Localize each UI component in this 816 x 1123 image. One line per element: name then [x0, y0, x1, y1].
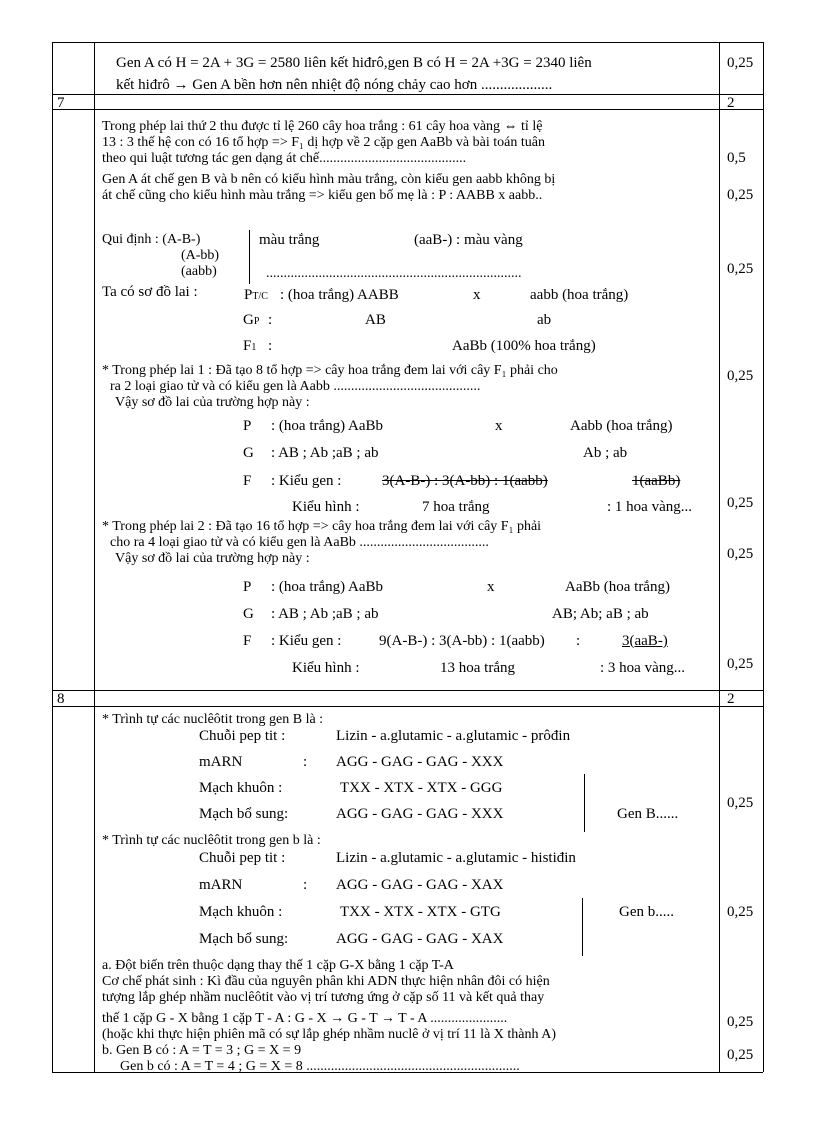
text-line: tượng lắp ghép nhầm nuclêôtit vào vị trí tương ứng ở cặp số 11 và kết quả thay	[102, 990, 545, 1005]
symbol-g-letter: G	[243, 312, 254, 328]
bracket	[582, 898, 583, 956]
genotype-ratio: 1(aaBb)	[632, 473, 681, 489]
rule-white: màu trắng	[259, 232, 320, 248]
text-line: Vậy sơ đồ lai của trường hợp này :	[115, 395, 310, 410]
gametes-left: : AB ; Ab ;aB ; ab	[271, 445, 379, 461]
cross-left: : (hoa trắng) AABB	[280, 287, 399, 303]
colon: :	[303, 877, 308, 893]
cross-right: Aabb (hoa trắng)	[570, 418, 673, 434]
genotype-label: : Kiểu gen :	[271, 633, 342, 649]
text-line: ra 2 loại giao tử và có kiểu gen là Aabb ..........................................	[110, 379, 481, 394]
gametes-right: Ab ; ab	[583, 445, 628, 461]
phenotype-value: 13 hoa trắng	[440, 660, 515, 676]
colon: :	[303, 754, 308, 770]
phenotype-label: Kiểu hình :	[292, 499, 360, 515]
seq-value: AGG - GAG - GAG - XAX	[336, 931, 504, 947]
cross-x: x	[473, 287, 481, 303]
seq-value: AGG - GAG - GAG - XAX	[336, 877, 504, 893]
text-line: Trong phép lai thứ 2 thu được tỉ lệ 260 cây hoa trắng : 61 cây hoa vàng ⇔ tỉ lệ	[102, 119, 543, 134]
symbol-p	[244, 287, 268, 305]
table-divider-number	[94, 42, 95, 1072]
row-rule	[52, 109, 763, 110]
gametes-left: : AB ; Ab ;aB ; ab	[271, 606, 379, 622]
seq-value: TXX - XTX - XTX - GTG	[340, 904, 501, 920]
text-line: b. Gen B có : A = T = 3 ; G = X = 9	[102, 1043, 302, 1058]
cross-x: x	[495, 418, 503, 434]
table-divider-score	[719, 42, 720, 1072]
symbol-p: P	[243, 579, 252, 595]
row-rule	[52, 690, 763, 691]
question-number: 7	[57, 95, 65, 111]
colon: :	[576, 633, 581, 649]
gene-tag: Gen B......	[617, 806, 679, 822]
score-cell: 0,25	[727, 656, 754, 672]
bracket	[584, 774, 585, 832]
seq-value: AGG - GAG - GAG - XXX	[336, 806, 504, 822]
gamete: AB	[365, 312, 386, 328]
score-cell: 0,25	[727, 55, 754, 71]
score-cell: 0,25	[727, 546, 754, 562]
symbol-f: F	[243, 633, 252, 649]
text-line: Gen A có H = 2A + 3G = 2580 liên kết hiđrô,gen B có H = 2A +3G = 2340 liên	[116, 55, 592, 71]
subscript: P	[253, 316, 260, 327]
cross-left: : (hoa trắng) AaBb	[271, 418, 384, 434]
table-border-right	[763, 42, 764, 1072]
seq-value: AGG - GAG - GAG - XXX	[336, 754, 504, 770]
seq-label: Mạch bổ sung:	[199, 806, 289, 822]
subscript: T/C	[252, 291, 268, 302]
question-number: 8	[57, 691, 65, 707]
phenotype-value: : 1 hoa vàng...	[607, 499, 692, 515]
rule-label: Qui định : (A-B-)	[102, 232, 201, 247]
dotted-leader: .........................................................................	[266, 266, 522, 281]
seq-value: TXX - XTX - XTX - GGG	[340, 780, 503, 796]
score-cell: 0,25	[727, 187, 754, 203]
text-line: Vậy sơ đồ lai của trường hợp này :	[115, 551, 310, 566]
score-cell: 0,25	[727, 1014, 754, 1030]
phenotype-value: 7 hoa trắng	[422, 499, 490, 515]
score-cell: 0,25	[727, 795, 754, 811]
text-line: cho ra 4 loại giao tử và có kiểu gen là AaBb .....................................	[110, 535, 489, 550]
gamete: ab	[537, 312, 552, 328]
seq-label: mARN	[199, 877, 243, 893]
score-cell: 0,25	[727, 261, 754, 277]
symbol-f: F	[243, 473, 252, 489]
score-cell: 0,25	[727, 368, 754, 384]
symbol-f1-letter: F	[243, 338, 252, 354]
genotype-ratio: 9(A-B-) : 3(A-bb) : 1(aabb)	[379, 633, 545, 649]
seq-label: Chuỗi pep tit :	[199, 850, 286, 866]
score-cell: 0,25	[727, 495, 754, 511]
seq-value: Lizin - a.glutamic - a.glutamic - histiđin	[336, 850, 576, 866]
symbol-f1	[243, 338, 256, 356]
seq-value: Lizin - a.glutamic - a.glutamic - prôđin	[336, 728, 571, 744]
cross-x: x	[487, 579, 495, 595]
colon: :	[268, 312, 273, 328]
table-border-left	[52, 42, 53, 1072]
seq-label: Mạch khuôn :	[199, 780, 283, 796]
text-line: * Trong phép lai 1 : Đã tạo 8 tổ hợp => cây hoa trắng đem lai với cây F₁ phải cho	[102, 363, 558, 378]
text-line: a. Đột biến trên thuộc dạng thay thế 1 cặp G-X bằng 1 cặp T-A	[102, 958, 454, 973]
table-top-rule	[52, 42, 763, 43]
text-line: Gen A át chế gen B và b nên có kiểu hình màu trắng, còn kiểu gen aabb không bị	[102, 172, 556, 187]
score-cell: 0,25	[727, 904, 754, 920]
subscript: 1	[251, 342, 257, 353]
phenotype-label: Kiểu hình :	[292, 660, 360, 676]
genotype-ratio: 3(A-B-) : 3(A-bb) : 1(aabb)	[382, 473, 548, 489]
symbol-p: P	[243, 418, 252, 434]
text-line: thế 1 cặp G - X bằng 1 cặp T - A : G - X → G - T → T - A ......................	[102, 1011, 508, 1026]
text-line: (hoặc khi thực hiện phiên mã có sự lắp ghép nhầm nuclê ở vị trí 11 là X thành A)	[102, 1027, 557, 1042]
text-line: kết hiđrô → Gen A bền hơn nên nhiệt độ nóng chảy cao hơn ...................	[116, 77, 553, 93]
rule-genotype: (A-bb)	[181, 248, 220, 263]
symbol-g: G	[243, 445, 254, 461]
text-line: Gen b có : A = T = 4 ; G = X = 8 .............................................................	[120, 1059, 520, 1074]
text-line: * Trình tự các nuclêôtit trong gen B là :	[102, 712, 324, 727]
gametes-right: AB; Ab; aB ; ab	[552, 606, 649, 622]
seq-label: Mạch khuôn :	[199, 904, 283, 920]
bracket	[249, 230, 250, 284]
genotype-label: : Kiểu gen :	[271, 473, 342, 489]
text-line: * Trình tự các nuclêôtit trong gen b là :	[102, 833, 321, 848]
text-line: * Trong phép lai 2 : Đã tạo 16 tổ hợp => cây hoa trắng đem lai với cây F₁ phải	[102, 519, 542, 534]
question-total: 2	[727, 691, 735, 707]
cross-right: AaBb (hoa trắng)	[565, 579, 670, 595]
text-line: theo qui luật tương tác gen dạng át chế..........................................	[102, 151, 467, 166]
rule-yellow: (aaB-) : màu vàng	[414, 232, 523, 248]
seq-label: mARN	[199, 754, 243, 770]
question-total: 2	[727, 95, 735, 111]
text-line: át chế cũng cho kiểu hình màu trắng => kiểu gen bố mẹ là : P : AABB x aabb..	[102, 188, 543, 203]
symbol-g: G	[243, 606, 254, 622]
genotype-ratio: 3(aaB-)	[622, 633, 668, 649]
symbol-p-letter: P	[244, 287, 253, 303]
row-rule	[52, 706, 763, 707]
rule-genotype: (aabb)	[181, 264, 217, 279]
text-line: 13 : 3 thế hệ con có 16 tổ hợp => F₁ dị hợp về 2 cặp gen AaBb và bài toán tuân	[102, 135, 545, 150]
cross-right: aabb (hoa trắng)	[530, 287, 629, 303]
score-cell: 0,25	[727, 1047, 754, 1063]
row-rule	[52, 94, 763, 95]
scheme-label: Ta có sơ đồ lai :	[102, 284, 198, 300]
f1-value: AaBb (100% hoa trắng)	[452, 338, 596, 354]
gene-tag: Gen b.....	[619, 904, 674, 920]
text-line: Cơ chế phát sinh : Kì đầu của nguyên phân khi ADN thực hiện nhân đôi có hiện	[102, 974, 550, 989]
seq-label: Mạch bổ sung:	[199, 931, 289, 947]
phenotype-value: : 3 hoa vàng...	[600, 660, 685, 676]
cross-left: : (hoa trắng) AaBb	[271, 579, 384, 595]
score-cell: 0,5	[727, 150, 746, 166]
symbol-g	[243, 312, 259, 330]
seq-label: Chuỗi pep tit :	[199, 728, 286, 744]
colon: :	[268, 338, 273, 354]
